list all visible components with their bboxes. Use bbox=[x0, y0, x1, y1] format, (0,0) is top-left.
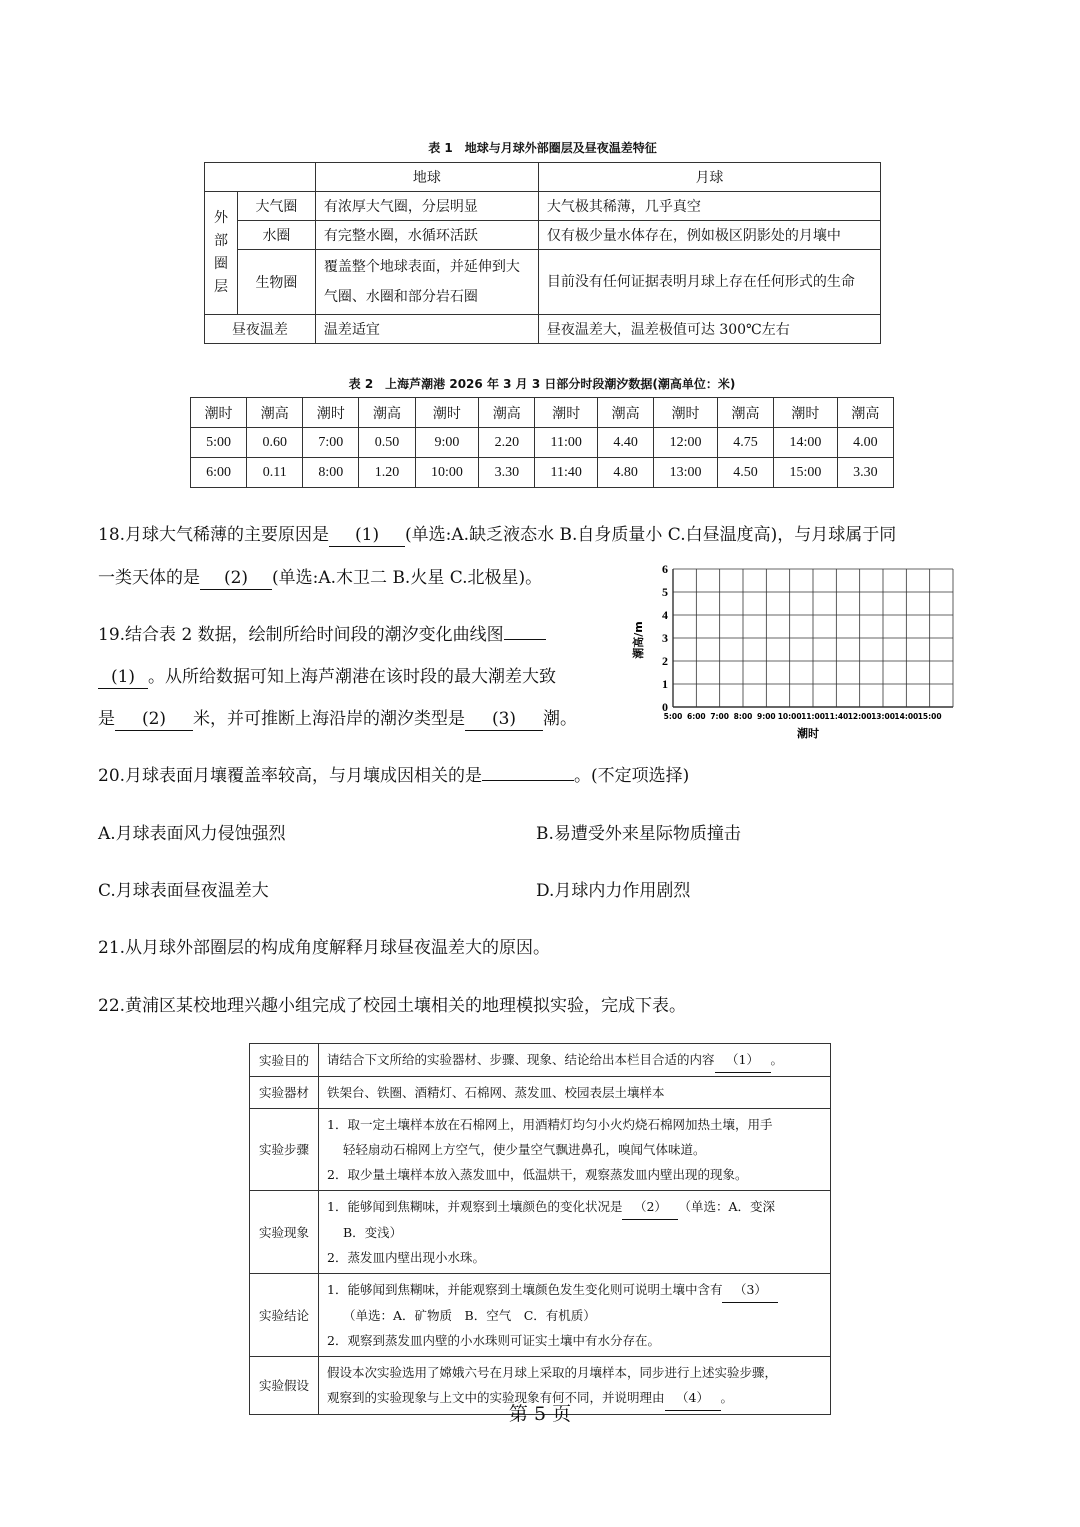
x-tick-label: 10:00 bbox=[777, 712, 802, 721]
experiment-row-content bbox=[319, 1191, 831, 1274]
experiment-line: 2．蒸发皿内壁出现小水珠。 bbox=[327, 1250, 485, 1265]
table-row bbox=[250, 1191, 831, 1274]
tide-chart[interactable] bbox=[625, 563, 960, 743]
experiment-row-label: 实验目的 bbox=[250, 1044, 319, 1077]
x-tick-label: 6:00 bbox=[687, 712, 706, 721]
table1 bbox=[204, 162, 881, 344]
x-tick-label: 13:00 bbox=[871, 712, 895, 721]
table-row bbox=[250, 1044, 831, 1077]
table1-header-earth: 地球 bbox=[315, 163, 538, 192]
x-tick-label: 14:00 bbox=[894, 712, 919, 721]
y-tick-label: 0 bbox=[662, 700, 668, 714]
table-row bbox=[205, 221, 881, 250]
table-row bbox=[250, 1274, 831, 1357]
answer-blank[interactable]: (2) bbox=[200, 567, 272, 590]
experiment-line: 假设本次实验选用了嫦娥六号在月球上采取的月壤样本，同步进行上述实验步骤， bbox=[327, 1365, 778, 1380]
answer-blank[interactable]: (1) bbox=[98, 666, 148, 689]
experiment-row-content bbox=[319, 1274, 831, 1357]
table-row: 5:00 0.60 7:00 0.50 9:00 2.20 11:00 4.40 12:00 4.75 14:00 4.00 bbox=[191, 428, 894, 458]
table1-caption: 表 1 地球与月球外部圈层及昼夜温差特征 bbox=[428, 141, 657, 155]
table1-header-moon: 月球 bbox=[538, 163, 880, 192]
table-row bbox=[250, 1109, 831, 1191]
x-tick-label: 12:00 bbox=[847, 712, 872, 721]
q18-line2: 一类天体的是 (2) (单选:A.木卫二 B.火星 C.北极星)。 bbox=[98, 568, 543, 588]
experiment-row-content bbox=[319, 1077, 831, 1109]
x-tick-label: 11:00 bbox=[801, 712, 825, 721]
chart-xticks bbox=[664, 712, 942, 721]
experiment-table bbox=[249, 1043, 831, 1415]
q20-option-d[interactable]: D.月球内力作用剧烈 bbox=[536, 881, 691, 901]
experiment-row-label: 实验现象 bbox=[250, 1191, 319, 1274]
chart-ylabel: 潮高/m bbox=[632, 621, 645, 659]
x-tick-label: 15:00 bbox=[917, 712, 942, 721]
q20-option-a[interactable]: A.月球表面风力侵蚀强烈 bbox=[98, 824, 286, 844]
answer-blank[interactable]: (2) bbox=[115, 708, 193, 731]
answer-blank[interactable]: （4） bbox=[665, 1385, 721, 1411]
experiment-row-label: 实验结论 bbox=[250, 1274, 319, 1357]
experiment-row-label: 实验器材 bbox=[250, 1077, 319, 1109]
x-tick-label: 5:00 bbox=[663, 712, 683, 721]
table1-group-label: 外 部 圈 层 bbox=[205, 192, 238, 315]
y-tick-label: 3 bbox=[662, 631, 668, 645]
q19-line1: 19.结合表 2 数据，绘制所给时间段的潮汐变化曲线图 bbox=[98, 624, 546, 646]
q19-line3: 是 (2) 米，并可推断上海沿岸的潮汐类型是 (3) 潮。 bbox=[98, 709, 577, 729]
row-label: 水圈 bbox=[238, 221, 316, 250]
page-number: 第 5 页 bbox=[508, 1403, 572, 1425]
table-row bbox=[250, 1077, 831, 1109]
experiment-line: B．变浅） bbox=[343, 1225, 403, 1240]
y-tick-label: 6 bbox=[662, 563, 668, 576]
chart-yticks bbox=[662, 563, 668, 714]
table-row bbox=[205, 315, 881, 344]
row-label: 生物圈 bbox=[238, 250, 316, 315]
experiment-line: 1．取一定土壤样本放在石棉网上，用酒精灯均匀小火灼烧石棉网加热土壤，用手 bbox=[327, 1117, 773, 1132]
experiment-line: 观察到的实验现象与上文中的实验现象有何不同，并说明理由 （4） 。 bbox=[327, 1385, 822, 1411]
y-tick-label: 1 bbox=[662, 677, 668, 691]
x-tick-label: 11:40 bbox=[824, 712, 849, 721]
experiment-line: 铁架台、铁圈、酒精灯、石棉网、蒸发皿、校园表层土壤样本 bbox=[327, 1085, 665, 1100]
experiment-line: 请结合下文所给的实验器材、步骤、现象、结论给出本栏目合适的内容 （1） 。 bbox=[327, 1047, 822, 1073]
cell-earth: 温差适宜 bbox=[315, 315, 538, 344]
x-tick-label: 7:00 bbox=[710, 712, 729, 721]
cell-moon: 目前没有任何证据表明月球上存在任何形式的生命 bbox=[538, 250, 880, 315]
q21: 21.从月球外部圈层的构成角度解释月球昼夜温差大的原因。 bbox=[98, 938, 551, 958]
answer-blank[interactable]: （1） bbox=[715, 1047, 771, 1073]
cell-moon: 仅有极少量水体存在，例如极区阴影处的月壤中 bbox=[538, 221, 880, 250]
experiment-line: 1．能够闻到焦糊味，并能观察到土壤颜色发生变化则可说明土壤中含有 （3） bbox=[327, 1277, 822, 1303]
row-label: 昼夜温差 bbox=[205, 315, 316, 344]
x-tick-label: 9:00 bbox=[757, 712, 776, 721]
q18-line1: 18.月球大气稀薄的主要原因是 (1) (单选:A.缺乏液态水 B.自身质量小 C.白昼温度高)，与月球属于同 bbox=[98, 525, 897, 545]
cell-moon: 昼夜温差大，温差极值可达 300℃左右 bbox=[538, 315, 880, 344]
q20-option-b[interactable]: B.易遭受外来星际物质撞击 bbox=[536, 824, 741, 844]
cell-moon: 大气极其稀薄，几乎真空 bbox=[538, 192, 880, 221]
experiment-line: 2．观察到蒸发皿内壁的小水珠则可证实土壤中有水分存在。 bbox=[327, 1333, 660, 1348]
q22: 22.黄浦区某校地理兴趣小组完成了校园土壤相关的地理模拟实验，完成下表。 bbox=[98, 996, 687, 1016]
q20-stem: 20.月球表面月壤覆盖率较高，与月壤成因相关的是 。(不定项选择) bbox=[98, 766, 690, 786]
table-row bbox=[205, 192, 881, 221]
experiment-line: 轻轻扇动石棉网上方空气，使少量空气飘进鼻孔，嗅闻气体味道。 bbox=[343, 1142, 706, 1157]
answer-blank[interactable]: （2） bbox=[622, 1194, 678, 1220]
cell-earth: 有完整水圈，水循环活跃 bbox=[315, 221, 538, 250]
table2-caption: 表 2 上海芦潮港 2026 年 3 月 3 日部分时段潮汐数据(潮高单位：米) bbox=[348, 377, 736, 391]
answer-blank[interactable]: (3) bbox=[465, 708, 543, 731]
answer-blank[interactable]: （3） bbox=[722, 1277, 778, 1303]
experiment-line: 2．取少量土壤样本放入蒸发皿中，低温烘干，观察蒸发皿内壁出现的现象。 bbox=[327, 1167, 748, 1182]
y-tick-label: 2 bbox=[662, 654, 668, 668]
experiment-line: 1．能够闻到焦糊味，并观察到土壤颜色的变化状况是 （2） （单选：A．变深 bbox=[327, 1194, 822, 1220]
experiment-row-content bbox=[319, 1109, 831, 1191]
x-tick-label: 8:00 bbox=[733, 712, 753, 721]
table-row: 潮时 潮高 潮时 潮高 潮时 潮高 潮时 潮高 潮时 潮高 潮时 潮高 bbox=[191, 398, 894, 428]
experiment-line: （单选：A．矿物质 B．空气 C．有机质） bbox=[343, 1308, 596, 1323]
y-tick-label: 4 bbox=[662, 608, 668, 622]
answer-blank[interactable] bbox=[482, 780, 574, 781]
chart-xlabel: 潮时 bbox=[797, 727, 819, 740]
y-tick-label: 5 bbox=[662, 585, 668, 599]
experiment-row-content bbox=[319, 1044, 831, 1077]
table-row: 6:00 0.11 8:00 1.20 10:00 3.30 11:40 4.80 13:00 4.50 15:00 3.30 bbox=[191, 458, 894, 488]
table-row bbox=[205, 163, 881, 192]
table2 bbox=[190, 397, 894, 488]
row-label: 大气圈 bbox=[238, 192, 316, 221]
q20-option-c[interactable]: C.月球表面昼夜温差大 bbox=[98, 881, 269, 901]
q19-line2: (1) 。从所给数据可知上海芦潮港在该时段的最大潮差大致 bbox=[98, 666, 556, 689]
cell-earth: 覆盖整个地球表面，并延伸到大气圈、水圈和部分岩石圈 bbox=[315, 250, 538, 315]
experiment-row-label: 实验假设 bbox=[250, 1357, 319, 1415]
chart-grid bbox=[673, 569, 953, 707]
answer-blank[interactable]: (1) bbox=[329, 524, 405, 547]
cell-earth: 有浓厚大气圈，分层明显 bbox=[315, 192, 538, 221]
experiment-row-label: 实验步骤 bbox=[250, 1109, 319, 1191]
